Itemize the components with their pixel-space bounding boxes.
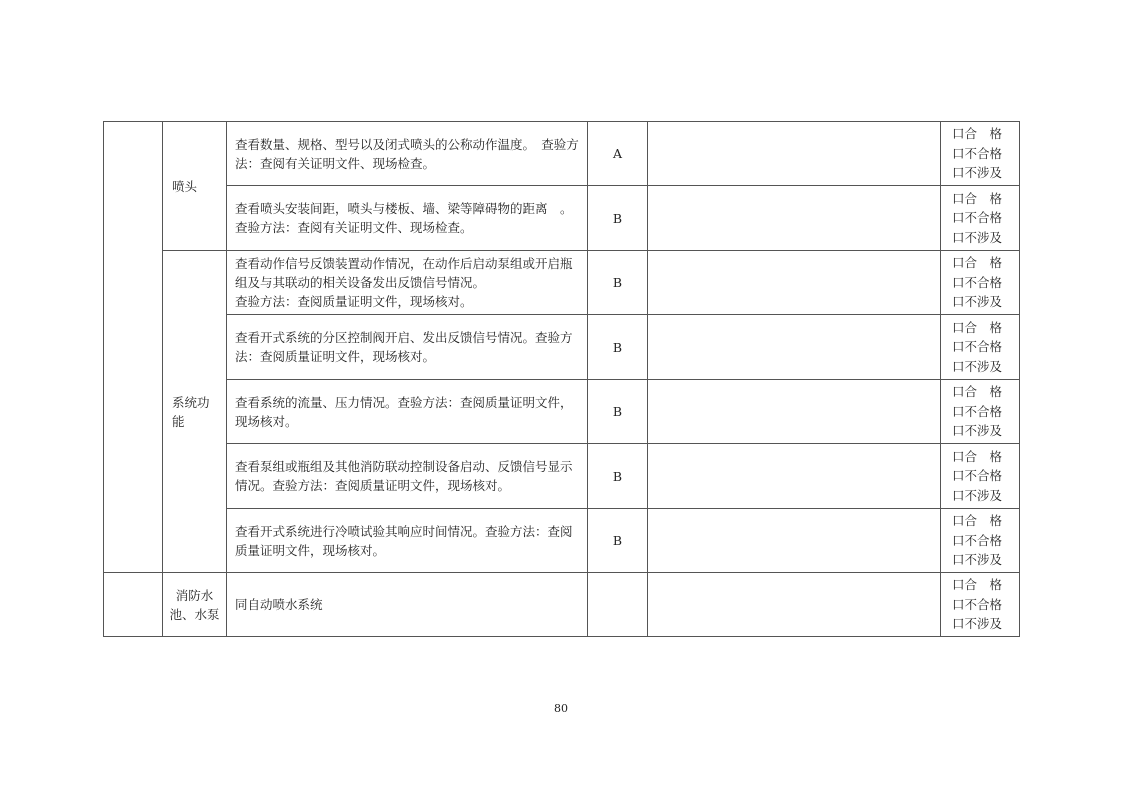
page-number: 80	[554, 702, 568, 715]
result-cell	[941, 444, 1020, 509]
grade-cell: B	[588, 186, 648, 251]
result-option-fail: 口不合格	[952, 210, 1003, 226]
section-cell	[104, 573, 163, 637]
result-cell	[941, 380, 1020, 444]
table-row	[104, 251, 1020, 315]
result-option-fail: 口不合格	[952, 274, 1003, 290]
content-cell: 查看喷头安装间距，喷头与楼板、墙、梁等障碍物的距离 。 查验方法：查阅有关证明文件、现场检查。	[227, 186, 588, 251]
result-option-pass: 口合 格	[952, 190, 1003, 206]
table-row	[104, 186, 1020, 251]
grade-cell: A	[588, 122, 648, 186]
result-option-pass: 口合 格	[952, 513, 1003, 529]
content-cell: 查看数量、规格、型号以及闭式喷头的公称动作温度。 查验方法：查阅有关证明文件、现场检查。	[227, 122, 588, 186]
result-option-na: 口不涉及	[952, 423, 1003, 439]
result-option-fail: 口不合格	[952, 532, 1003, 548]
remarks-cell	[648, 444, 941, 509]
result-option-fail: 口不合格	[952, 339, 1003, 355]
result-option-pass: 口合 格	[952, 577, 1003, 593]
result-cell	[941, 315, 1020, 380]
content-cell: 同自动喷水系统	[227, 573, 588, 637]
result-option-na: 口不涉及	[952, 487, 1003, 503]
result-option-na: 口不涉及	[952, 165, 1003, 181]
result-option-na: 口不涉及	[952, 616, 1003, 632]
table-row	[104, 315, 1020, 380]
remarks-cell	[648, 380, 941, 444]
result-option-na: 口不涉及	[952, 229, 1003, 245]
grade-cell	[588, 573, 648, 637]
result-cell	[941, 509, 1020, 573]
result-option-pass: 口合 格	[952, 319, 1003, 335]
result-option-pass: 口合 格	[952, 126, 1003, 142]
remarks-cell	[648, 315, 941, 380]
table-row	[104, 573, 1020, 637]
remarks-cell	[648, 509, 941, 573]
category-cell: 系统功能	[163, 251, 227, 573]
table-row	[104, 444, 1020, 509]
grade-cell: B	[588, 509, 648, 573]
content-cell: 查看开式系统进行冷喷试验其响应时间情况。查验方法：查阅质量证明文件，现场核对。	[227, 509, 588, 573]
content-cell: 查看开式系统的分区控制阀开启、发出反馈信号情况。查验方法：查阅质量证明文件，现场核对。	[227, 315, 588, 380]
table-row	[104, 380, 1020, 444]
result-option-fail: 口不合格	[952, 403, 1003, 419]
result-option-fail: 口不合格	[952, 145, 1003, 161]
result-cell	[941, 122, 1020, 186]
result-cell	[941, 573, 1020, 637]
category-cell: 喷头	[163, 122, 227, 251]
grade-cell: B	[588, 380, 648, 444]
content-cell: 查看动作信号反馈装置动作情况，在动作后启动泵组或开启瓶组及与其联动的相关设备发出反馈信号情况。 查验方法：查阅质量证明文件，现场核对。	[227, 251, 588, 315]
grade-cell: B	[588, 444, 648, 509]
remarks-cell	[648, 122, 941, 186]
result-option-pass: 口合 格	[952, 255, 1003, 271]
result-option-na: 口不涉及	[952, 552, 1003, 568]
result-option-na: 口不涉及	[952, 358, 1003, 374]
remarks-cell	[648, 251, 941, 315]
grade-cell: B	[588, 315, 648, 380]
content-cell: 查看泵组或瓶组及其他消防联动控制设备启动、反馈信号显示情况。查验方法：查阅质量证明文件，现场核对。	[227, 444, 588, 509]
result-cell	[941, 186, 1020, 251]
result-cell	[941, 251, 1020, 315]
result-option-na: 口不涉及	[952, 294, 1003, 310]
result-option-fail: 口不合格	[952, 468, 1003, 484]
table-row	[104, 509, 1020, 573]
table-row	[104, 122, 1020, 186]
result-option-pass: 口合 格	[952, 384, 1003, 400]
category-cell: 消防水池、水泵	[163, 573, 227, 637]
inspection-table	[103, 121, 1020, 637]
remarks-cell	[648, 573, 941, 637]
remarks-cell	[648, 186, 941, 251]
section-cell	[104, 122, 163, 573]
result-option-fail: 口不合格	[952, 596, 1003, 612]
result-option-pass: 口合 格	[952, 448, 1003, 464]
content-cell: 查看系统的流量、压力情况。查验方法：查阅质量证明文件，现场核对。	[227, 380, 588, 444]
grade-cell: B	[588, 251, 648, 315]
